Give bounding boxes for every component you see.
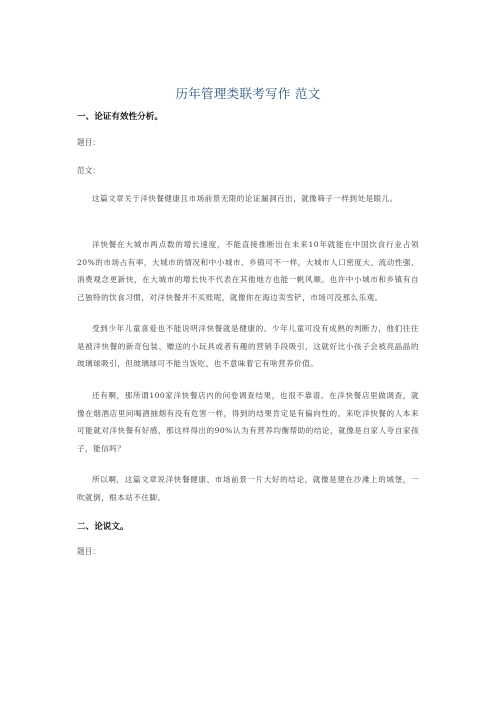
- topic-label: 题目：: [77, 138, 101, 147]
- essay-paragraph: 受到少年儿童喜爱也不能说明洋快餐就是健康的。少年儿童可没有成熟的判断力，他们往往是被洋快餐的新奇包装、赠送的小玩具或者有趣的营销手段吸引，这就好比小孩子会被亮晶晶的玻璃球吸引，但玻璃球可不能当饭吃，也不意味着它有啥营养价值。: [77, 324, 419, 368]
- topic-label: 题目：: [77, 547, 101, 556]
- section-heading-essay: 二、论说文。: [77, 522, 129, 532]
- sample-essay-label: 范文：: [77, 166, 101, 175]
- essay-paragraph: 还有啊，那所谓100家洋快餐店内的问卷调查结果，也很不靠谱。在洋快餐店里做调查，就像在烟酒店里问喝酒抽烟有没有危害一样，得到的结果肯定是有偏向性的。来吃洋快餐的人本来可能就对洋快餐有好感，那这样得出的90%认为有营养均衡帮助的结论，就像是自家人夸自家孩子，能信吗？: [77, 391, 419, 453]
- essay-paragraph: 这篇文章关于洋快餐健康且市场前景无限的论证漏洞百出，就像筛子一样到处是眼儿。: [92, 194, 398, 203]
- essay-paragraph: 洋快餐在大城市两点数的增长速度，不能直接推断出在未来10年就能在中国饮食行业占领20%的市场占有率，大城市的情况和中小城市、乡镇可不一样，大城市人口密度大、流动性强、消费观念更新快，在大城市的增长快不代表在其他地方也能一帆风顺。也许中小城市和乡镇有自己独特的饮食习惯，对洋快餐并不买账呢，就像你在海边卖雪铲，市场可没那么乐观。: [77, 240, 419, 302]
- essay-paragraph: 所以啊，这篇文章说洋快餐健康、市场前景一片大好的结论，就像是建在沙滩上的城堡，一吹就倒，根本站不住脚。: [77, 475, 419, 502]
- section-heading-argument-analysis: 一、论证有效性分析。: [77, 112, 163, 122]
- document-title: 历年管理类联考写作 范文: [175, 86, 321, 101]
